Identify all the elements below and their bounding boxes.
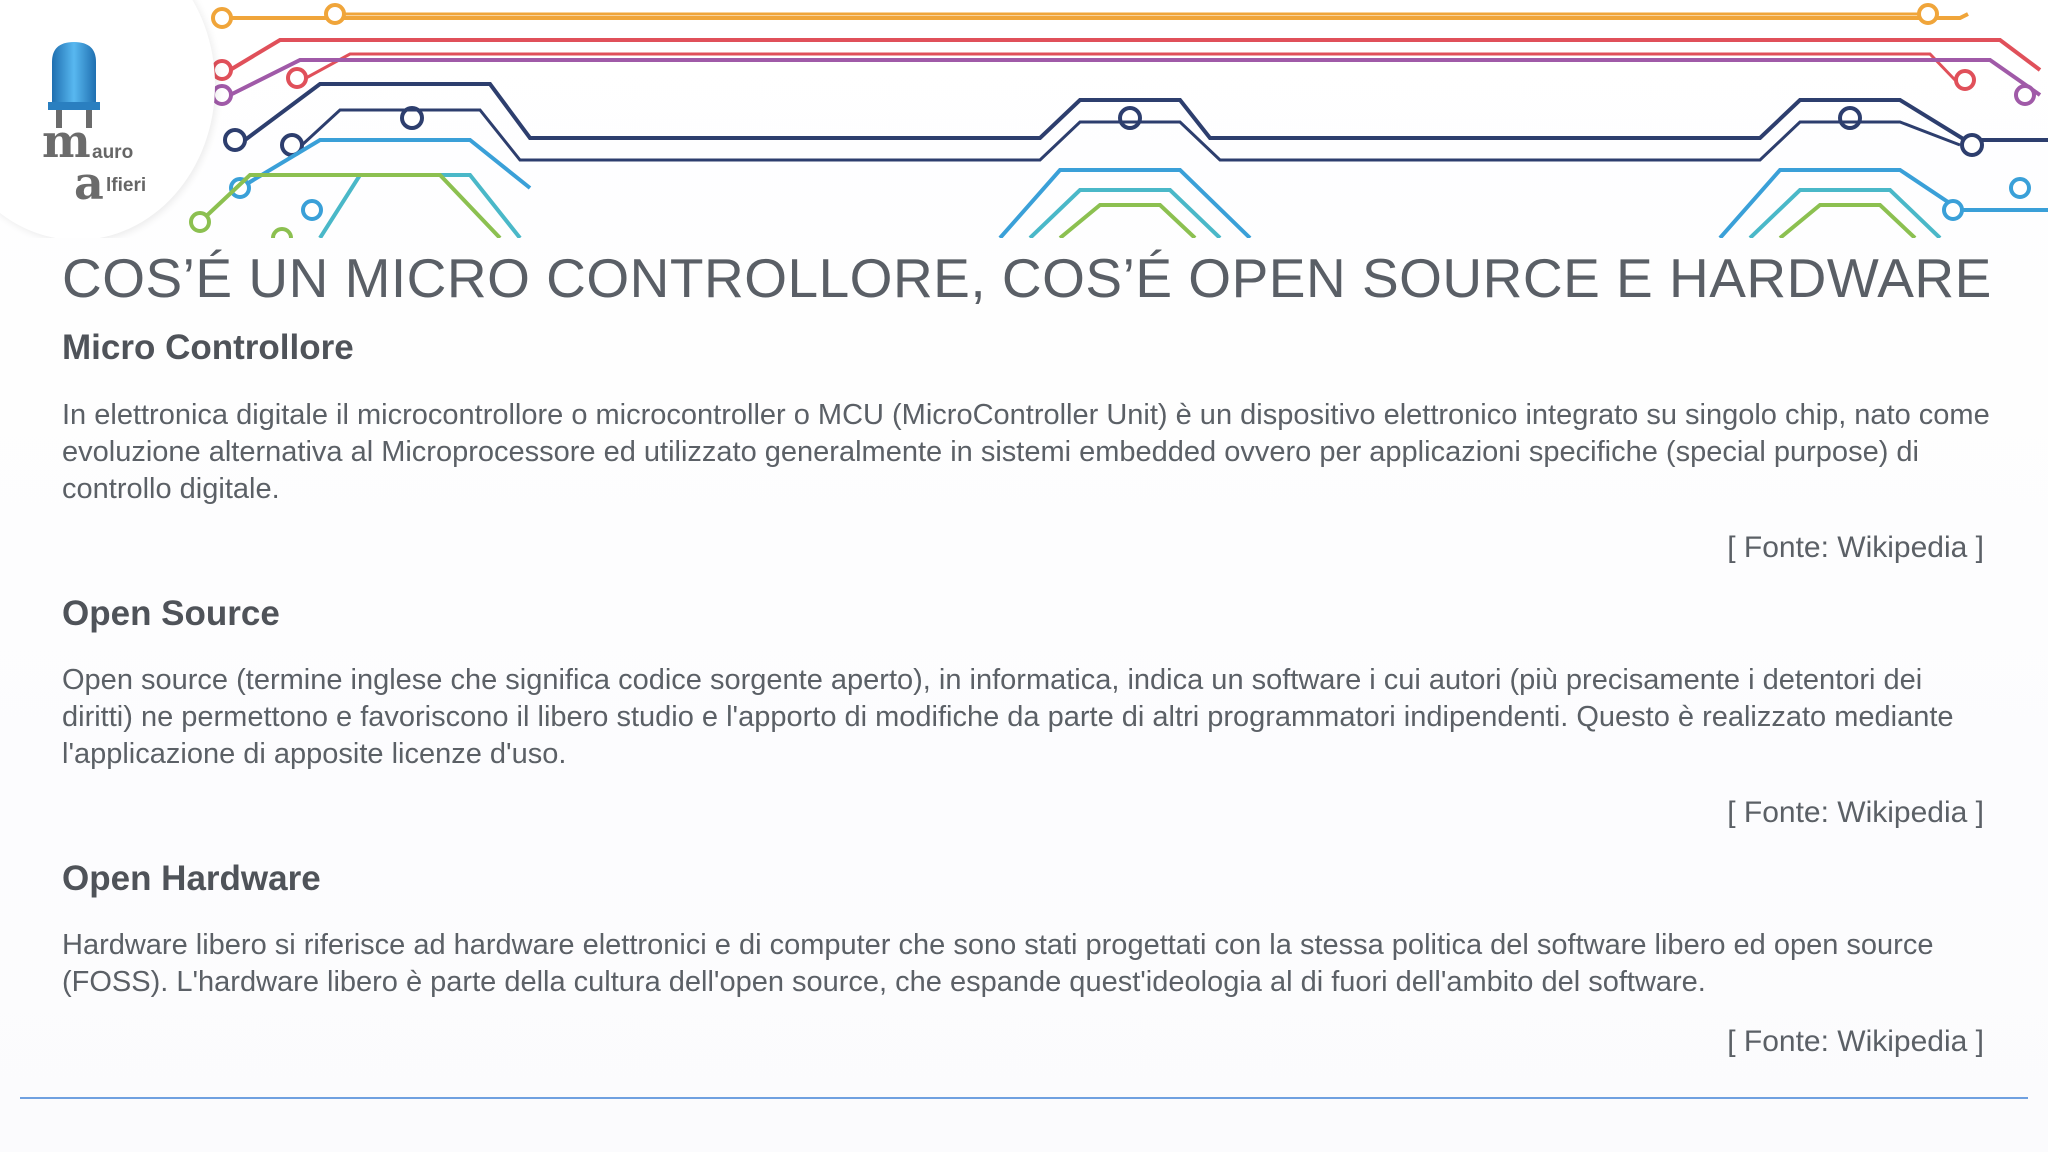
circuit-traces-graphic bbox=[0, 0, 2048, 238]
footer-divider bbox=[20, 1097, 2028, 1099]
logo-letter-m: m bbox=[42, 114, 88, 168]
mauro-alfieri-logo bbox=[36, 38, 156, 210]
section-heading-open-source: Open Source bbox=[62, 594, 280, 633]
section-heading-micro-controllore: Micro Controllore bbox=[62, 328, 354, 367]
source-citation: [ Fonte: Wikipedia ] bbox=[1727, 531, 1984, 564]
logo-text-lfieri: lfieri bbox=[106, 175, 147, 196]
section-text-open-source: Open source (termine inglese che significa codice sorgente aperto), in informatica, indica un software i cui autori (più precisamente i detentori dei diritti) ne permettono e favoriscono il libero studio e l'apporto di modifiche da parte di altri programmatori indipendenti. Questo è realizzato mediante l'applicazione di apposite licenze d'uso. bbox=[62, 664, 1954, 770]
source-citation: [ Fonte: Wikipedia ] bbox=[1727, 1025, 1984, 1058]
section-heading-open-hardware: Open Hardware bbox=[62, 859, 321, 898]
logo-letter-a: a bbox=[74, 156, 104, 210]
logo-text-auro: auro bbox=[92, 142, 134, 163]
circuit-banner bbox=[0, 0, 2048, 238]
section-text-micro-controllore: In elettronica digitale il microcontrollore o microcontroller o MCU (MicroController Unit) è un dispositivo elettronico integrato su singolo chip, nato come evoluzione alternativa al Microprocessore ed utilizzato generalmente in sistemi embedded ovvero per applicazioni specifiche (special purpose) di controllo digitale. bbox=[62, 399, 1990, 505]
section-text-open-hardware: Hardware libero si riferisce ad hardware elettronici e di computer che sono stati progettati con la stessa politica del software libero ed open source (FOSS). L'hardware libero è parte della cultura dell'open source, che espande quest'ideologia al di fuori dell'ambito del software. bbox=[62, 929, 1934, 998]
source-citation: [ Fonte: Wikipedia ] bbox=[1727, 796, 1984, 829]
slide-title: COS’É UN MICRO CONTROLLORE, COS’É OPEN SOURCE E HARDWARE bbox=[62, 247, 1992, 309]
